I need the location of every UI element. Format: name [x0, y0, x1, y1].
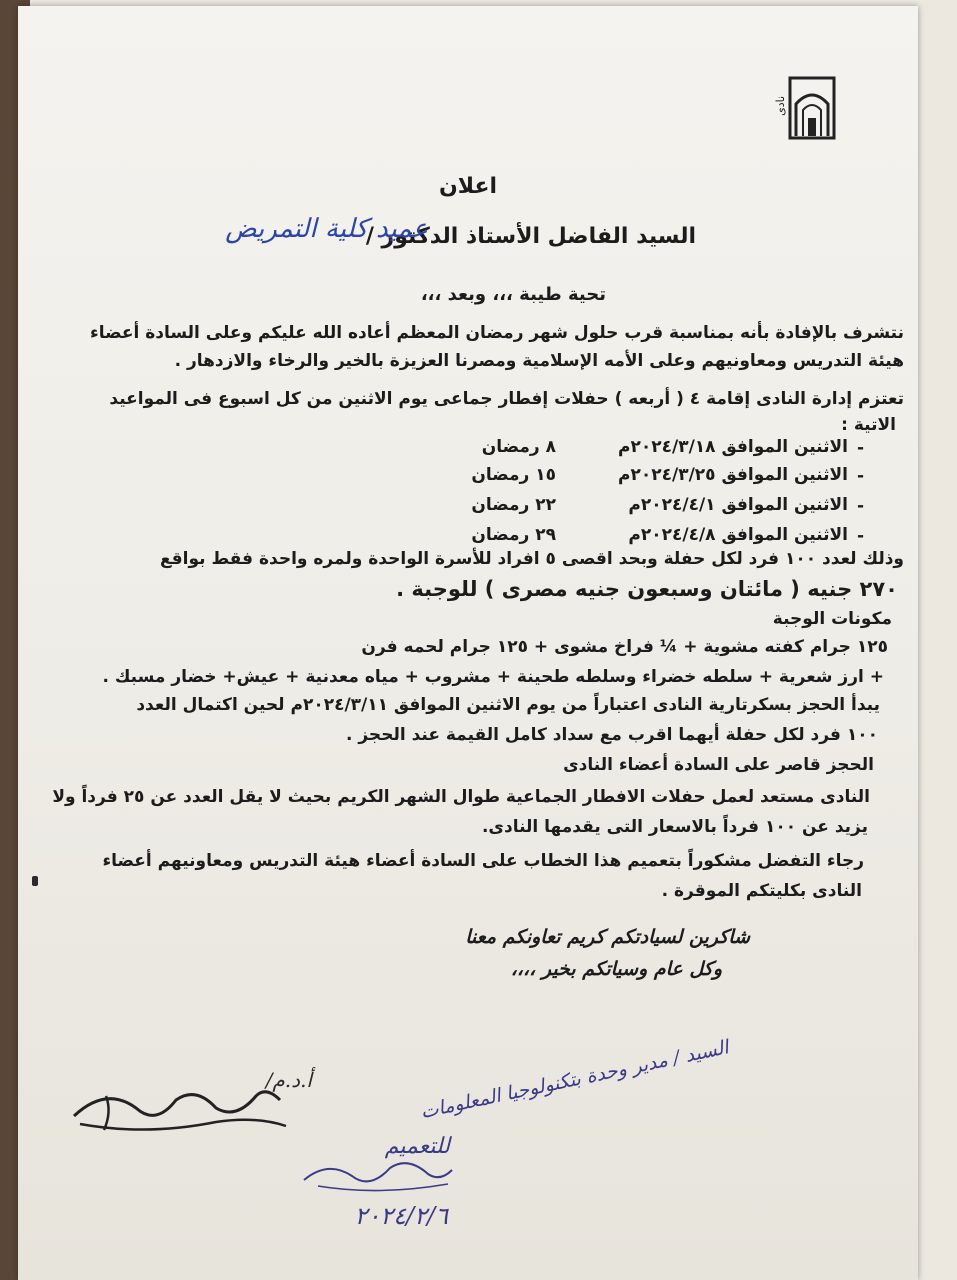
announcement-document: [18, 6, 918, 1280]
list-bullet: -: [856, 526, 864, 546]
request-line: النادى بكليتكم الموقرة .: [661, 881, 862, 901]
date-day: الاثنين الموافق ٢٠٢٤/٤/١م: [628, 495, 848, 515]
club-line: النادى مستعد لعمل حفلات الافطار الجماعية طوال الشهر الكريم بحيث لا يقل العدد عن ٢٥ فرداً ولا: [52, 787, 870, 807]
greeting: تحية طيبة ،،، وبعد ،،،: [420, 284, 606, 305]
body-paragraph-line: نتشرف بالإفادة بأنه بمناسبة قرب حلول شهر رمضان المعظم أعاده الله عليكم وعلى السادة أعضاء: [90, 323, 904, 343]
page-title: اعلان: [438, 174, 498, 199]
club-line: يزيد عن ١٠٠ فرداً بالاسعار التى يقدمها النادى.: [481, 817, 868, 837]
list-bullet: -: [856, 438, 864, 458]
request-line: رجاء التفضل مشكوراً بتعميم هذا الخطاب على السادة أعضاء هيئة التدريس ومعاونيهم أعضاء: [102, 851, 864, 871]
handwritten-note-2: للتعميم: [384, 1134, 450, 1159]
booking-line: يبدأ الحجز بسكرتارية النادى اعتباراً من يوم الاثنين الموافق ٢٠٢٤/٣/١١م لحين اكتمال العدد: [136, 695, 880, 715]
booking-line: الحجز قاصر على السادة أعضاء النادى: [563, 755, 874, 775]
date-ramadan: ٢٢ رمضان: [471, 495, 556, 515]
date-day: الاثنين الموافق ٢٠٢٤/٣/١٨م: [618, 437, 848, 457]
count-line: وذلك لعدد ١٠٠ فرد لكل حفلة وبحد اقصى ٥ افراد للأسرة الواحدة ولمره واحدة فقط بواقع: [159, 549, 904, 569]
addressee-handwritten-name: عميد كلية التمريض: [225, 214, 428, 244]
date-ramadan: ٨ رمضان: [481, 437, 556, 457]
addressee-label: السيد الفاضل الأستاذ الدكتور /: [365, 224, 696, 249]
meal-heading: مكونات الوجبة: [772, 609, 892, 629]
price-line: ٢٧٠ جنيه ( مائتان وسبعون جنيه مصرى ) للوجبة .: [396, 577, 898, 601]
date-ramadan: ٢٩ رمضان: [471, 525, 556, 545]
body-paragraph-line: الاتية :: [841, 415, 896, 435]
signature-icon: [66, 1056, 298, 1146]
date-day: الاثنين الموافق ٢٠٢٤/٣/٢٥م: [618, 465, 848, 485]
handwritten-note: السيد / مدير وحدة بتكنولوجيا المعلومات: [418, 1036, 731, 1124]
meal-line: + ارز شعرية + سلطه خضراء وسلطه طحينة + مشروب + مياه معدنية + عيش+ خضار مسبك .: [102, 667, 884, 687]
signature-title: أ.د.م/: [265, 1068, 312, 1092]
closing-line: وكل عام وسياتكم بخير ،،،،: [510, 958, 722, 980]
booking-line: ١٠٠ فرد لكل حفلة أيهما اقرب مع سداد كامل القيمة عند الحجز .: [345, 725, 878, 745]
svg-text:نادى: نادى: [774, 96, 787, 116]
club-logo-icon: [770, 56, 838, 146]
club-logo: [770, 56, 838, 146]
list-bullet: -: [856, 466, 864, 486]
punch-hole: [32, 876, 38, 886]
date-day: الاثنين الموافق ٢٠٢٤/٤/٨م: [628, 525, 848, 545]
date-ramadan: ١٥ رمضان: [471, 465, 556, 485]
body-paragraph-line: تعتزم إدارة النادى إقامة ٤ ( أربعه ) حفلات إفطار جماعى يوم الاثنين من كل اسبوع فى المواعيد: [109, 389, 904, 409]
body-paragraph-line: هيئة التدريس ومعاونيهم وعلى الأمه الإسلامية ومصرنا العزيزة بالخير والرخاء والازدهار .: [174, 351, 904, 371]
list-bullet: -: [856, 496, 864, 516]
handwritten-date: ٢٠٢٤/٢/٦: [354, 1202, 448, 1230]
meal-line: ١٢٥ جرام كفته مشوية + ¼ فراخ مشوى + ١٢٥ جرام لحمه فرن: [361, 637, 888, 657]
closing-line: شاكرين لسيادتكم كريم تعاونكم معنا: [465, 926, 750, 948]
initials-signature-icon: [298, 1146, 458, 1196]
